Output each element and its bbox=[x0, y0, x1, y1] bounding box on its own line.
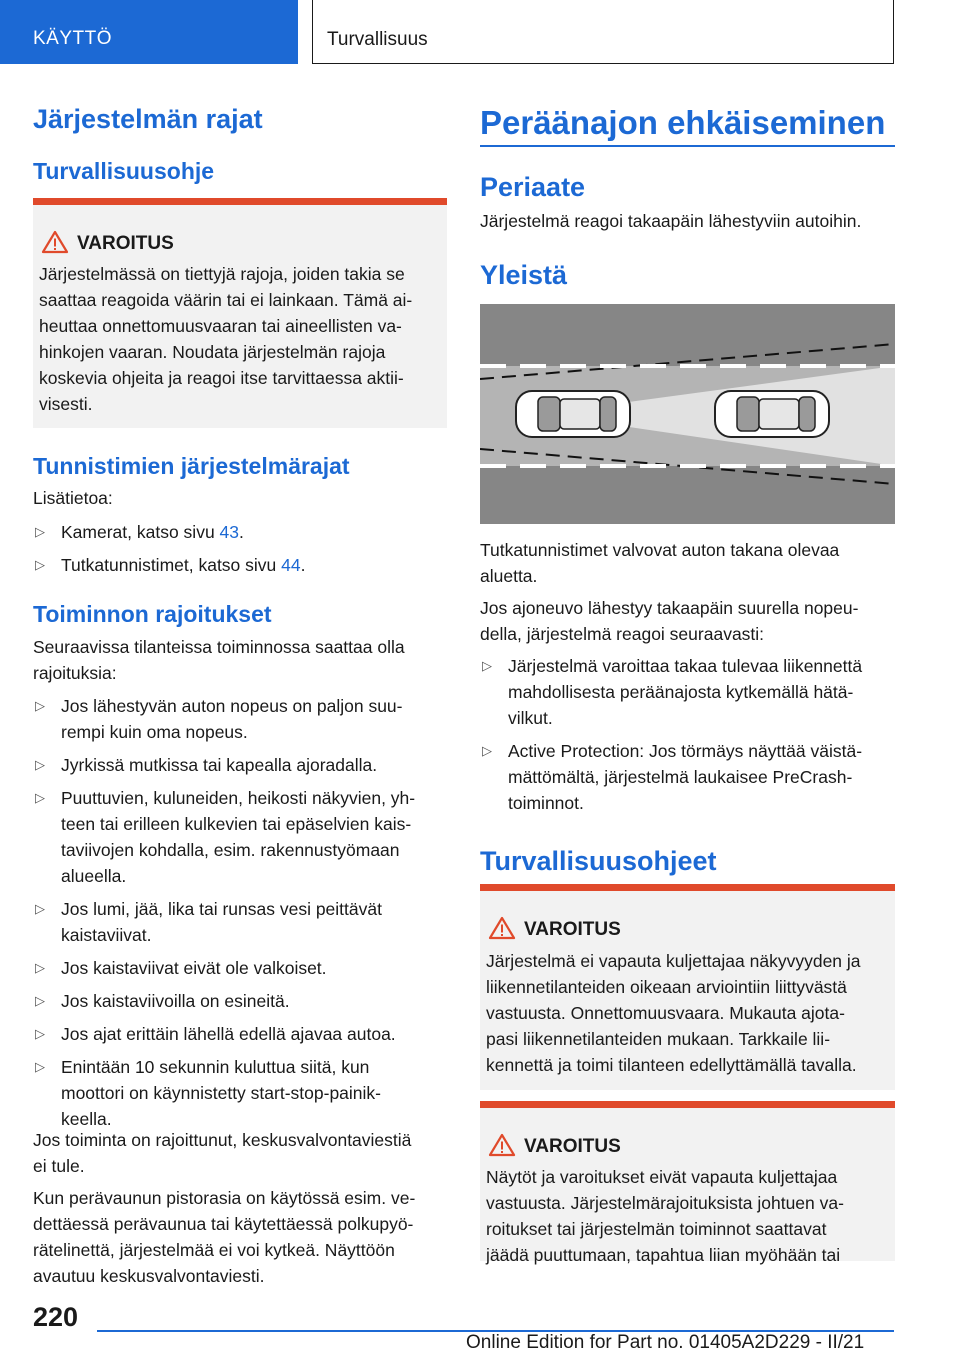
triangle-bullet-icon: ▷ bbox=[35, 698, 45, 713]
triangle-bullet-icon: ▷ bbox=[35, 993, 45, 1008]
heading-safety-note: Turvallisuusohje bbox=[33, 158, 215, 184]
list-item: ▷ Jos kaistaviivat eivät ole valkoiset. bbox=[33, 955, 453, 981]
general-list bbox=[480, 653, 900, 823]
paragraph-no-message: Jos toiminta on rajoittunut, keskusvalvontaviestiä ei tule. bbox=[33, 1130, 412, 1176]
warning-title: VAROITUS bbox=[77, 233, 174, 254]
heading-function-limits: Toiminnon rajoitukset bbox=[33, 601, 272, 627]
triangle-bullet-icon: ▷ bbox=[35, 960, 45, 975]
page-number: 220 bbox=[33, 1302, 79, 1332]
triangle-bullet-icon: ▷ bbox=[482, 658, 492, 673]
warning-text: Järjestelmässä on tiettyjä rajoja, joiden takia se saattaa reagoida väärin tai ei lainkaan. Tämä ai- heuttaa onnettomuusvaaran tai aineellisten va- hinkojen vaaran. Noudata järjestelmän rajoja koskevia ohjeita ja reagoi itse tarvittaessa aktii- visesti. bbox=[39, 264, 413, 414]
heading-rule bbox=[480, 145, 895, 147]
triangle-bullet-icon: ▷ bbox=[35, 524, 45, 539]
list-item: ▷ Enintään 10 sekunnin kuluttua siitä, kun moottori on käynnistetty start-stop-painik- keella. bbox=[33, 1054, 453, 1132]
sensor-list bbox=[33, 519, 453, 585]
function-intro: Seuraavissa tilanteissa toiminnossa saattaa olla rajoituksia: bbox=[33, 637, 405, 683]
warning-box-3 bbox=[480, 1101, 895, 1265]
triangle-bullet-icon: ▷ bbox=[35, 1026, 45, 1041]
general-paragraph-1: Tutkatunnistimet valvovat auton takana olevaa aluetta. bbox=[480, 540, 840, 586]
general-paragraph-2: Jos ajoneuvo lähestyy takaapäin suurella nopeu- della, järjestelmä reagoi seuraavasti: bbox=[480, 598, 859, 644]
car-rear-icon bbox=[516, 391, 630, 437]
list-item: ▷ Puuttuvien, kuluneiden, heikosti näkyvien, yh- teen tai erilleen kulkevien tai epäselvien kais- taviivojen kohdalla, esim. rakennustyömaan alueella. bbox=[33, 785, 453, 889]
page-link-44[interactable]: 44 bbox=[281, 555, 301, 575]
heading-safety-notes: Turvallisuusohjeet bbox=[480, 846, 717, 876]
triangle-bullet-icon: ▷ bbox=[35, 901, 45, 916]
chapter-label: KÄYTTÖ bbox=[33, 28, 113, 49]
list-item: ▷ Active Protection: Jos törmäys näyttää väistä- mättömältä, järjestelmä laukaisee PreCrash- toiminnot. bbox=[480, 738, 900, 816]
triangle-bullet-icon: ▷ bbox=[35, 790, 45, 805]
warning-title: VAROITUS bbox=[524, 1136, 621, 1157]
list-item: ▷ Järjestelmä varoittaa takaa tulevaa liikennettä mahdollisesta peräänajosta kytkemällä hätä- vilkut. bbox=[480, 653, 900, 731]
more-info-label: Lisätietoa: bbox=[33, 488, 113, 508]
edition-label: Online Edition for Part no. 01405A2D229 - II/21 bbox=[466, 1332, 865, 1353]
list-item: ▷ Jos kaistaviivoilla on esineitä. bbox=[33, 988, 453, 1014]
radar-illustration bbox=[480, 304, 895, 524]
warning-box-2 bbox=[480, 884, 895, 1090]
triangle-bullet-icon: ▷ bbox=[35, 757, 45, 772]
heading-general: Yleistä bbox=[480, 260, 568, 290]
triangle-bullet-icon: ▷ bbox=[35, 557, 45, 572]
list-item: ▷ Kamerat, katso sivu 43. bbox=[33, 519, 453, 545]
list-item: ▷ Jos ajat erittäin lähellä edellä ajavaa autoa. bbox=[33, 1021, 453, 1047]
page-link-43[interactable]: 43 bbox=[219, 522, 240, 542]
section-tab bbox=[312, 0, 894, 64]
warning-triangle-icon bbox=[488, 1133, 516, 1157]
warning-text: Näytöt ja varoitukset eivät vapauta kuljettajaa vastuusta. Järjestelmärajoituksista johtuen va- roitukset tai järjestelmän toiminnot saattavat jäädä puuttumaan, tapahtua liian myöhään tai bbox=[486, 1167, 844, 1265]
warning-triangle-icon bbox=[41, 230, 69, 254]
principle-text: Järjestelmä reagoi takaapäin lähestyviin autoihin. bbox=[480, 211, 862, 231]
heading-principle: Periaate bbox=[480, 172, 586, 202]
warning-title: VAROITUS bbox=[524, 919, 621, 940]
function-limits-list bbox=[33, 693, 453, 1139]
heading-system-limits: Järjestelmän rajat bbox=[33, 104, 263, 134]
chapter-tab bbox=[0, 0, 298, 64]
warning-text: Järjestelmä ei vapauta kuljettajaa näkyvyyden ja liikennetilanteiden oikeaan arviointiin liittyvästä vastuusta. Onnettomuusvaara. Mukauta ajota- pasi liikennetilanteiden mukaan. Tarkkaile lii- kennettä ja toimi tilanteen edellyttämällä tavalla. bbox=[486, 951, 861, 1075]
heading-rear-collision: Peräänajon ehkäiseminen bbox=[480, 104, 886, 141]
heading-sensor-limits: Tunnistimien järjestelmärajat bbox=[33, 453, 350, 479]
warning-triangle-icon bbox=[488, 916, 516, 940]
list-item: ▷ Jyrkissä mutkissa tai kapealla ajoradalla. bbox=[33, 752, 453, 778]
triangle-bullet-icon: ▷ bbox=[35, 1059, 45, 1074]
warning-box-1 bbox=[33, 198, 447, 428]
list-item: ▷ Jos lähestyvän auton nopeus on paljon suu- rempi kuin oma nopeus. bbox=[33, 693, 453, 745]
section-label: Turvallisuus bbox=[327, 29, 428, 50]
paragraph-trailer: Kun perävaunun pistorasia on käytössä esim. ve- dettäessä perävaunua tai käytettäessä polkupyö- rätelinettä, järjestelmää ei voi kytkeä. Näyttöön avautuu keskusvalvontaviesti. bbox=[33, 1188, 416, 1286]
car-front-icon bbox=[715, 391, 829, 437]
list-item: ▷ Tutkatunnistimet, katso sivu 44. bbox=[33, 552, 453, 578]
list-item: ▷ Jos lumi, jää, lika tai runsas vesi peittävät kaistaviivat. bbox=[33, 896, 453, 948]
triangle-bullet-icon: ▷ bbox=[482, 743, 492, 758]
